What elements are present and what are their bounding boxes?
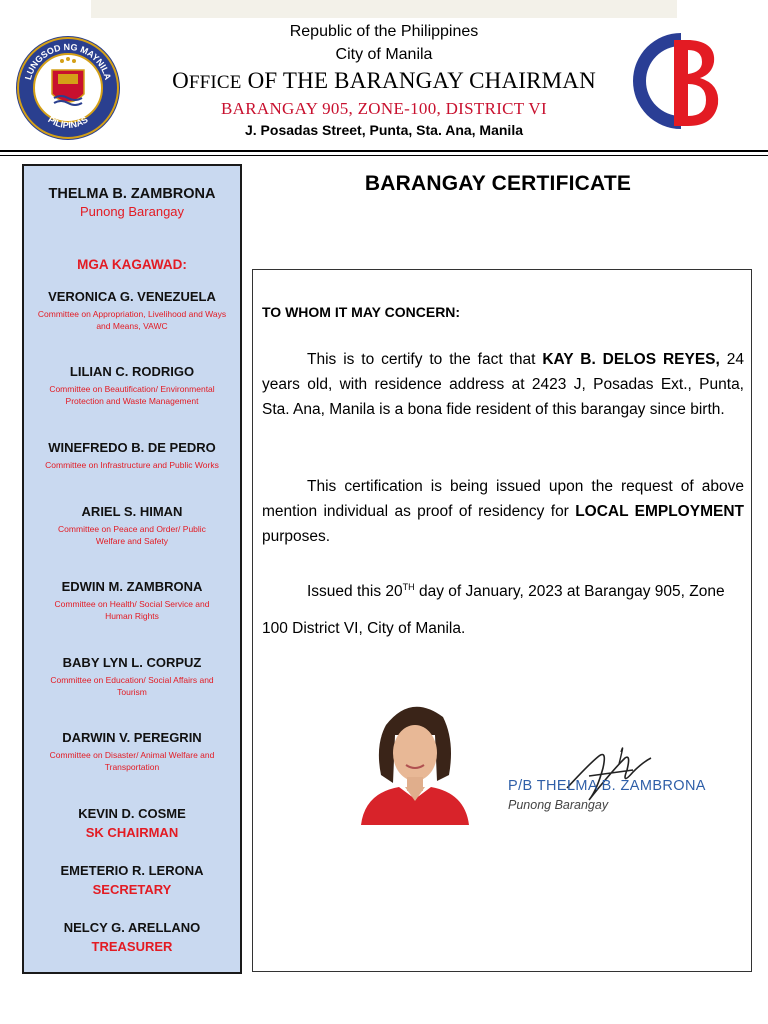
kagawad-committee: Committee on Appropriation, Livelihood and Ways and Means, VAWC: [37, 309, 227, 331]
kagawad-name: ARIEL S. HIMAN: [81, 504, 183, 519]
manila-seal-logo: [14, 34, 122, 142]
purpose: LOCAL EMPLOYMENT: [575, 503, 744, 520]
officer-role: SECRETARY: [92, 882, 172, 897]
kagawad-item: [24, 504, 240, 547]
chair-block: [24, 186, 240, 220]
republic-line: Republic of the Philippines: [289, 23, 479, 40]
kagawad-committee: Committee on Beautification/ Environmental Protection and Waste Management: [49, 384, 215, 406]
seal-text-top: LUNGSOD NG MAYNILA: [22, 41, 114, 81]
seal-text-bottom: PILIPINAS: [46, 114, 90, 131]
top-band: [91, 0, 677, 18]
kagawad-item: [24, 655, 240, 698]
kagawad-name: BABY LYN L. CORPUZ: [62, 655, 202, 670]
officer-item: [24, 806, 240, 841]
kagawad-item: [24, 364, 240, 407]
official-photo: [351, 695, 481, 825]
kagawad-committee: Committee on Disaster/ Animal Welfare and Transportation: [49, 750, 215, 772]
kagawad-heading: MGA KAGAWAD:: [77, 257, 187, 272]
kagawad-committee: Committee on Infrastructure and Public Works: [45, 460, 219, 470]
kagawad-name: VERONICA G. VENEZUELA: [48, 289, 216, 304]
chair-role: Punong Barangay: [79, 204, 185, 219]
kagawad-committee: Committee on Education/ Social Affairs and Tourism: [50, 675, 214, 697]
barangay-line: BARANGAY 905, ZONE-100, DISTRICT VI: [221, 99, 547, 118]
signatory-title: Punong Barangay: [508, 798, 609, 812]
barangay-b-logo: [628, 28, 734, 134]
kagawad-committee: Committee on Health/ Social Service and Human Rights: [54, 599, 210, 621]
city-line: City of Manila: [335, 46, 433, 63]
officer-item: [24, 920, 240, 955]
kagawad-name: WINEFREDO B. DE PEDRO: [48, 440, 216, 455]
officer-role: TREASURER: [91, 939, 173, 954]
kagawad-name: EDWIN M. ZAMBRONA: [61, 579, 203, 594]
street-line: J. Posadas Street, Punta, Sta. Ana, Manila: [244, 122, 523, 138]
chair-name: THELMA B. ZAMBRONA: [48, 186, 216, 202]
header-rule-thin: [0, 155, 768, 156]
signatory-name: P/B THELMA B. ZAMBRONA: [508, 778, 706, 794]
salutation: TO WHOM IT MAY CONCERN:: [262, 304, 461, 320]
officer-name: NELCY G. ARELLANO: [63, 920, 201, 935]
officer-name: EMETERIO R. LERONA: [60, 863, 204, 878]
council-sidebar: [22, 164, 242, 974]
paragraph-2: This certification is being issued upon the request of above mention individual as proof of residency for LOCAL EMPLOYMENT purposes.: [262, 478, 744, 545]
certificate-title: BARANGAY CERTIFICATE: [364, 172, 632, 195]
kagawad-item: [24, 440, 240, 471]
officer-name: KEVIN D. COSME: [78, 806, 186, 821]
kagawad-name: LILIAN C. RODRIGO: [69, 364, 195, 379]
officer-role: SK CHAIRMAN: [85, 825, 179, 840]
kagawad-name: DARWIN V. PEREGRIN: [62, 730, 202, 745]
kagawad-item: [24, 579, 240, 622]
kagawad-item: [24, 289, 240, 332]
paragraph-3: Issued this 20TH day of January, 2023 at Barangay 905, Zone: [307, 582, 725, 601]
office-title: OFFICE OF THE BARANGAY CHAIRMAN: [172, 68, 596, 93]
paragraph-3-cont: 100 District VI, City of Manila.: [262, 620, 466, 637]
header-rule-thick: [0, 150, 768, 152]
kagawad-committee: Committee on Peace and Order/ Public Welfare and Safety: [58, 524, 206, 546]
kagawad-item: [24, 730, 240, 773]
letterhead: [130, 20, 638, 140]
officer-item: [24, 863, 240, 898]
resident-name: KAY B. DELOS REYES,: [542, 351, 720, 368]
certificate-body: [252, 269, 752, 972]
paragraph-1: This is to certify to the fact that KAY B. DELOS REYES, 24 years old, with residence address at 2423 J, Posadas Ext., Punta, Sta. Ana, Manila is a bona fide resident of this barangay since birth.: [262, 351, 744, 418]
